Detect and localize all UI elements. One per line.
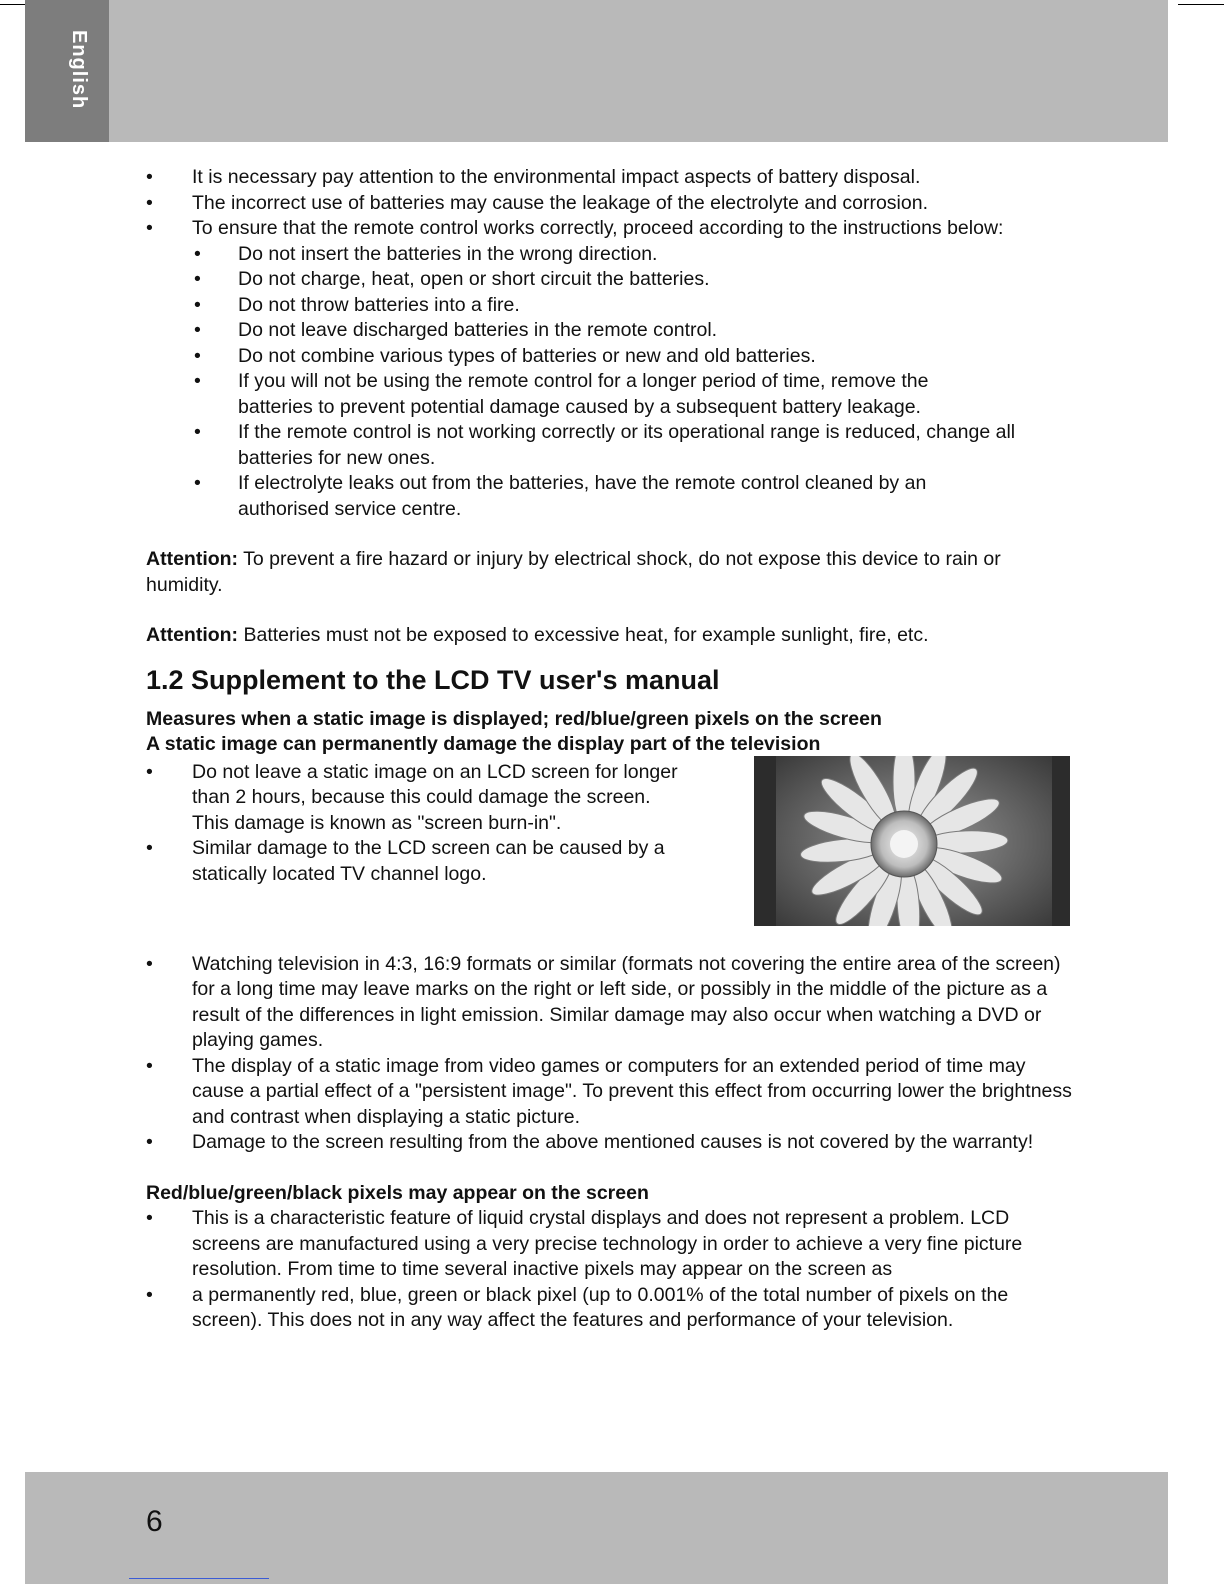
attention-label: Attention: bbox=[146, 548, 239, 570]
list-item: • Watching television in 4:3, 16:9 formats or similar (formats not covering the entire area of the screen) for a long time may leave marks on the right or left side, or possibly in the middle of the picture as a result of the differences in light emission. Similar damage may also occur when watching a DVD or playing games. bbox=[146, 952, 1076, 1054]
section-title: 1.2 Supplement to the LCD TV user's manual bbox=[146, 664, 720, 695]
static-image-section bbox=[146, 760, 1076, 926]
pixels-heading: Red/blue/green/black pixels may appear on the screen bbox=[146, 1181, 649, 1204]
list-item-text: To ensure that the remote control works correctly, proceed according to the instructions below: bbox=[192, 217, 1004, 239]
list-item: • If electrolyte leaks out from the batteries, have the remote control cleaned by an authorised service centre. bbox=[192, 471, 1076, 522]
header-band bbox=[25, 0, 1168, 142]
list-item: • This is a characteristic feature of liquid crystal displays and does not represent a problem. LCD screens are manufactured using a very precise technology in order to achieve a very fine picture resolution. From time to time several inactive pixels may appear on the screen as bbox=[146, 1206, 1076, 1283]
list-item: • If you will not be using the remote control for a longer period of time, remove the batteries to prevent potential damage caused by a subsequent battery leakage. bbox=[192, 369, 1076, 420]
list-item: • Do not charge, heat, open or short circuit the batteries. bbox=[192, 267, 1076, 293]
list-item: • The incorrect use of batteries may cause the leakage of the electrolyte and corrosion. bbox=[146, 191, 1076, 217]
list-item: • Do not insert the batteries in the wrong direction. bbox=[192, 242, 1076, 268]
list-item: • The display of a static image from video games or computers for an extended period of time may cause a partial effect of a "persistent image". To prevent this effect from occurring lower the brightness and contrast when displaying a static picture. bbox=[146, 1054, 1076, 1131]
language-label: English bbox=[68, 30, 90, 110]
sunflower-photo bbox=[754, 756, 1070, 926]
remote-instruction-list bbox=[192, 242, 1076, 523]
attention-text: To prevent a fire hazard or injury by electrical shock, do not expose this device to rain or humidity. bbox=[146, 548, 1001, 596]
attention-text: Batteries must not be exposed to excessive heat, for example sunlight, fire, etc. bbox=[238, 624, 929, 646]
format-bullet-list bbox=[146, 952, 1076, 1156]
list-item: • Similar damage to the LCD screen can be caused by a statically located TV channel logo. bbox=[146, 836, 691, 887]
list-item: • Do not combine various types of batteries or new and old batteries. bbox=[192, 344, 1076, 370]
page-content bbox=[146, 165, 1076, 1334]
flower-image bbox=[776, 756, 1052, 926]
static-image-bullet-list bbox=[146, 760, 691, 888]
list-item: • a permanently red, blue, green or black pixel (up to 0.001% of the total number of pixels on the screen). This does not in any way affect the features and performance of your television. bbox=[146, 1283, 1076, 1334]
list-item: • If the remote control is not working correctly or its operational range is reduced, change all batteries for new ones. bbox=[192, 420, 1076, 471]
crop-mark-top-right bbox=[1178, 4, 1224, 5]
footer-band bbox=[25, 1472, 1168, 1584]
section-subheading: A static image can permanently damage the display part of the television bbox=[146, 733, 821, 755]
list-item: • Do not throw batteries into a fire. bbox=[192, 293, 1076, 319]
pixel-bullet-list bbox=[146, 1206, 1076, 1334]
footer-underline bbox=[129, 1578, 269, 1579]
list-item: • Damage to the screen resulting from the above mentioned causes is not covered by the warranty! bbox=[146, 1130, 1076, 1156]
attention-label: Attention: bbox=[146, 624, 239, 646]
list-item: • Do not leave discharged batteries in the remote control. bbox=[192, 318, 1076, 344]
page-number: 6 bbox=[146, 1505, 163, 1538]
section-subheading: Measures when a static image is displayed; red/blue/green pixels on the screen bbox=[146, 707, 882, 730]
list-item: • Do not leave a static image on an LCD screen for longer than 2 hours, because this could damage the screen. This damage is known as "screen burn-in". bbox=[146, 760, 691, 837]
intro-bullet-list bbox=[146, 165, 1076, 522]
list-item bbox=[146, 216, 1076, 522]
attention-battery-heat bbox=[146, 623, 1076, 649]
attention-fire-hazard bbox=[146, 547, 1076, 598]
list-item: • It is necessary pay attention to the environmental impact aspects of battery disposal. bbox=[146, 165, 1076, 191]
